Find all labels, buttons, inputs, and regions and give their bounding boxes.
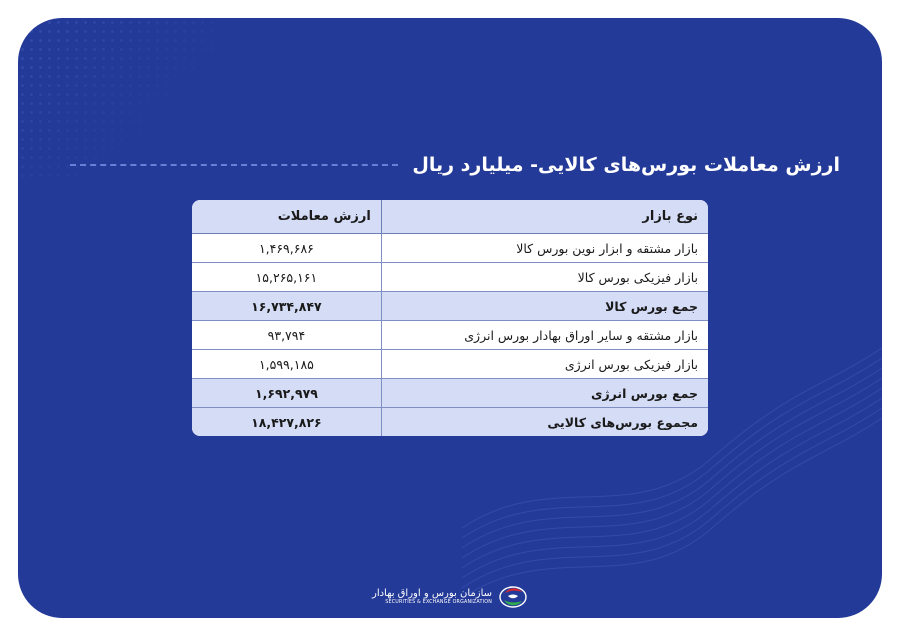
organization-logo [372, 584, 528, 610]
seo-logo-icon [498, 584, 528, 610]
header-market-type: نوع بازار [381, 200, 708, 234]
value-cell: ۱۶,۷۳۴,۸۴۷ [192, 292, 381, 321]
value-cell: ۱,۵۹۹,۱۸۵ [192, 350, 381, 379]
table-row [192, 234, 708, 263]
value-cell: ۱,۶۹۲,۹۷۹ [192, 379, 381, 408]
value-cell: ۱۵,۲۶۵,۱۶۱ [192, 263, 381, 292]
title-row [70, 148, 840, 182]
market-cell: بازار مشتقه و سایر اوراق بهادار بورس انرژی [381, 321, 708, 350]
table-row [192, 292, 708, 321]
logo-english-name: SECURITIES & EXCHANGE ORGANIZATION [385, 599, 492, 605]
table-body [192, 234, 708, 437]
table-header-row [192, 200, 708, 234]
value-cell: ۱,۴۶۹,۶۸۶ [192, 234, 381, 263]
infographic-card [18, 18, 882, 618]
market-cell: جمع بورس کالا [381, 292, 708, 321]
table-row [192, 379, 708, 408]
table-row [192, 350, 708, 379]
market-cell: مجموع بورس‌های کالایی [381, 408, 708, 437]
value-cell: ۹۳,۷۹۴ [192, 321, 381, 350]
page-title: ارزش معاملات بورس‌های کالایی- میلیارد ریال [412, 154, 840, 176]
logo-text [372, 589, 492, 605]
market-cell: بازار فیزیکی بورس انرژی [381, 350, 708, 379]
footer [18, 576, 882, 618]
logo-persian-name: سازمان بورس و اوراق بهادار [371, 588, 492, 600]
title-divider [70, 164, 398, 166]
table-row [192, 263, 708, 292]
value-cell: ۱۸,۴۲۷,۸۲۶ [192, 408, 381, 437]
header-trade-value: ارزش معاملات [192, 200, 381, 234]
market-cell: جمع بورس انرژی [381, 379, 708, 408]
market-cell: بازار فیزیکی بورس کالا [381, 263, 708, 292]
trade-value-table [192, 200, 708, 436]
table-row [192, 408, 708, 437]
market-cell: بازار مشتقه و ابزار نوین بورس کالا [381, 234, 708, 263]
table-row [192, 321, 708, 350]
